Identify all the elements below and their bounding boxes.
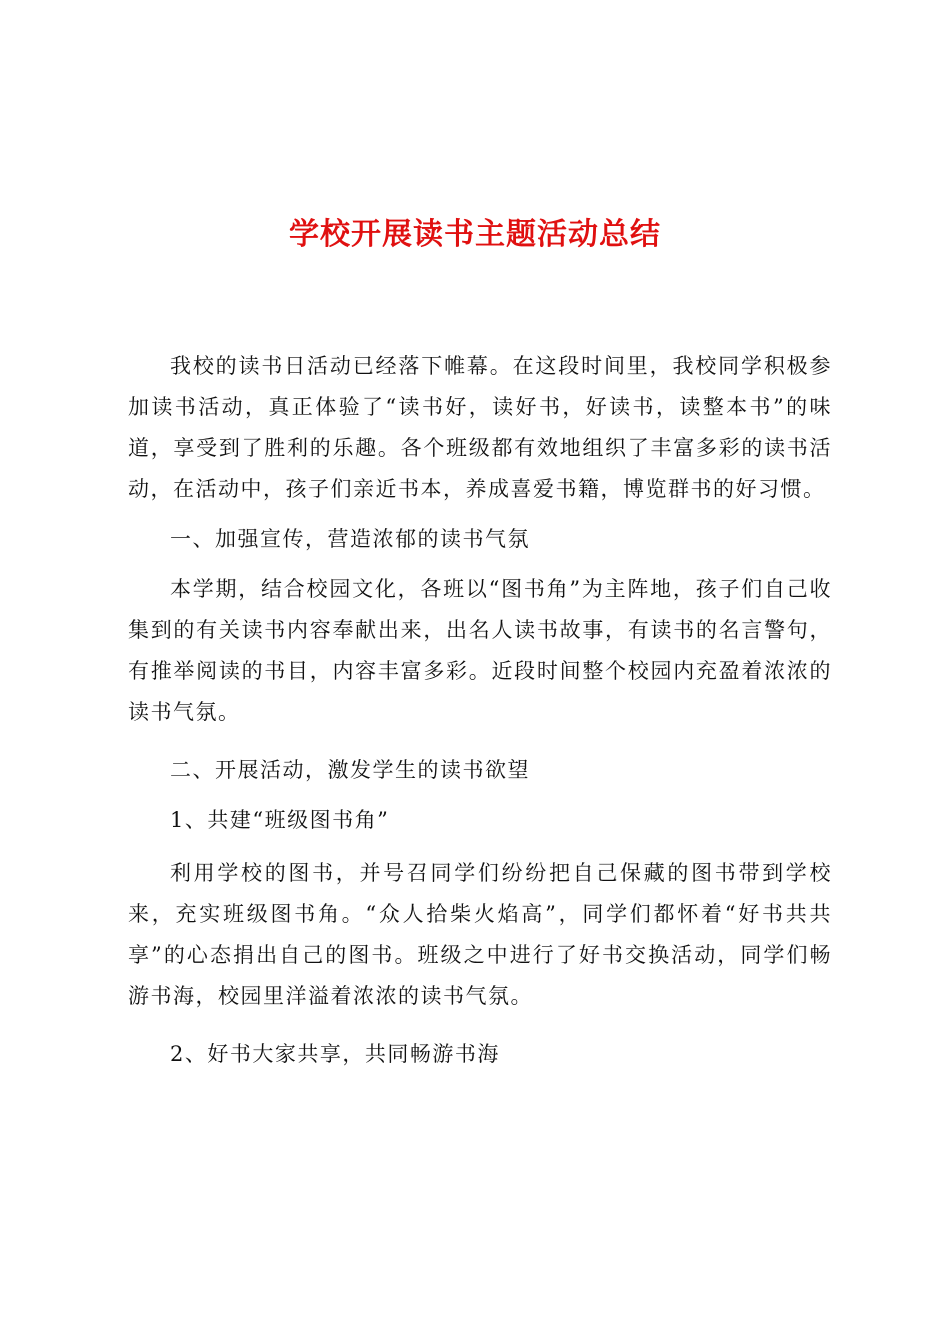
- paragraph-intro: 我校的读书日活动已经落下帷幕。在这段时间里，我校同学积极参加读书活动，真正体验了“读书好，读好书，好读书，读整本书”的味道，享受到了胜利的乐趣。各个班级都有效地组织了丰富多彩的读书活动，在活动中，孩子们亲近书本，养成喜爱书籍，博览群书的好习惯。: [128, 354, 832, 501]
- section-heading-2: 二、开展活动，激发学生的读书欲望: [170, 758, 530, 782]
- subsection-heading-1: 1、共建“班级图书角”: [170, 808, 390, 832]
- document-body: [128, 346, 832, 1075]
- section-heading-1: 一、加强宣传，营造浓郁的读书气氛: [170, 527, 530, 551]
- paragraph-subsection-1: 利用学校的图书，并号召同学们纷纷把自己保藏的图书带到学校来，充实班级图书角。“众人拾柴火焰高”，同学们都怀着“好书共共享”的心态捐出自己的图书。班级之中进行了好书交换活动，同学们畅游书海，校园里洋溢着浓浓的读书气氛。: [128, 861, 832, 1008]
- subsection-heading-2: 2、好书大家共享，共同畅游书海: [170, 1042, 500, 1066]
- paragraph-section-1: 本学期，结合校园文化，各班以“图书角”为主阵地，孩子们自己收集到的有关读书内容奉献出来，出名人读书故事，有读书的名言警句，有推举阅读的书目，内容丰富多彩。近段时间整个校园内充盈着浓浓的读书气氛。: [128, 577, 832, 724]
- document-title: 学校开展读书主题活动总结: [289, 217, 661, 252]
